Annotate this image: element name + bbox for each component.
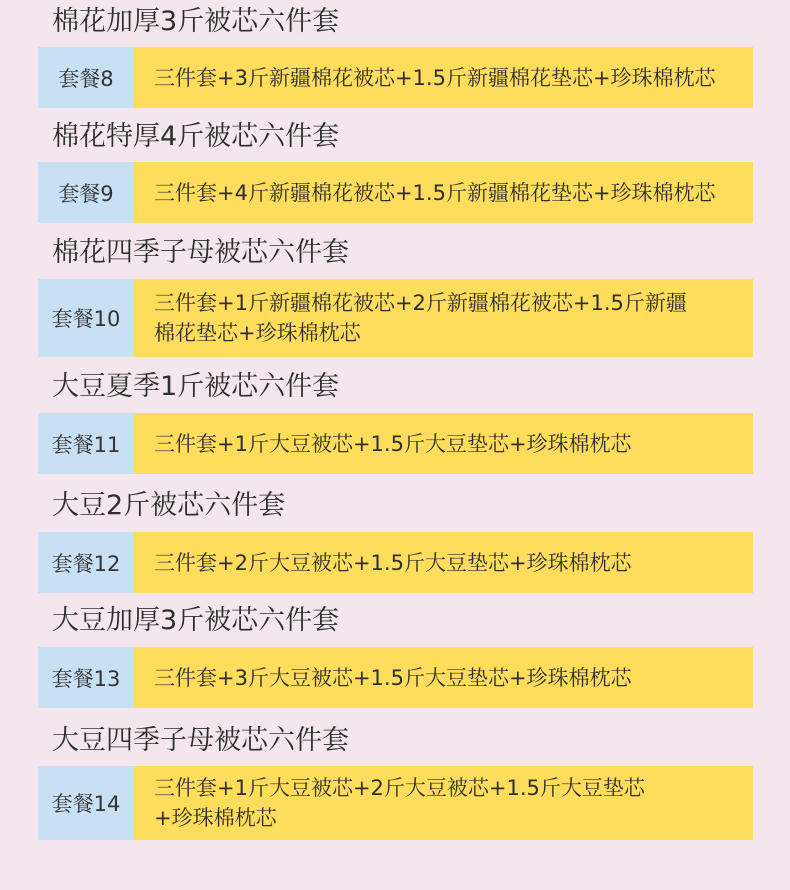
package-description: 三件套+1斤大豆被芯+1.5斤大豆垫芯+珍珠棉枕芯 [134, 413, 753, 474]
package-row [38, 413, 753, 474]
package-label: 套餐14 [38, 766, 134, 840]
package-title: 大豆2斤被芯六件套 [52, 490, 286, 521]
package-label: 套餐12 [38, 532, 134, 593]
package-row [38, 766, 753, 840]
package-label: 套餐10 [38, 279, 134, 357]
package-description: 三件套+4斤新疆棉花被芯+1.5斤新疆棉花垫芯+珍珠棉枕芯 [134, 162, 753, 223]
package-description: 三件套+1斤大豆被芯+2斤大豆被芯+1.5斤大豆垫芯 +珍珠棉枕芯 [134, 766, 753, 840]
package-description: 三件套+3斤大豆被芯+1.5斤大豆垫芯+珍珠棉枕芯 [134, 647, 753, 708]
package-row [38, 47, 753, 108]
package-description: 三件套+1斤新疆棉花被芯+2斤新疆棉花被芯+1.5斤新疆 棉花垫芯+珍珠棉枕芯 [134, 279, 753, 357]
package-title: 棉花四季子母被芯六件套 [52, 237, 349, 268]
package-title: 大豆加厚3斤被芯六件套 [52, 605, 340, 636]
package-description: 三件套+3斤新疆棉花被芯+1.5斤新疆棉花垫芯+珍珠棉枕芯 [134, 47, 753, 108]
package-label: 套餐8 [38, 47, 134, 108]
package-row [38, 162, 753, 223]
package-label: 套餐9 [38, 162, 134, 223]
package-label: 套餐13 [38, 647, 134, 708]
package-row [38, 647, 753, 708]
package-title: 大豆四季子母被芯六件套 [52, 725, 349, 756]
package-title: 大豆夏季1斤被芯六件套 [52, 371, 340, 402]
package-row [38, 279, 753, 357]
package-description: 三件套+2斤大豆被芯+1.5斤大豆垫芯+珍珠棉枕芯 [134, 532, 753, 593]
package-row [38, 532, 753, 593]
package-label: 套餐11 [38, 413, 134, 474]
package-title: 棉花加厚3斤被芯六件套 [52, 6, 340, 37]
package-title: 棉花特厚4斤被芯六件套 [52, 121, 340, 152]
